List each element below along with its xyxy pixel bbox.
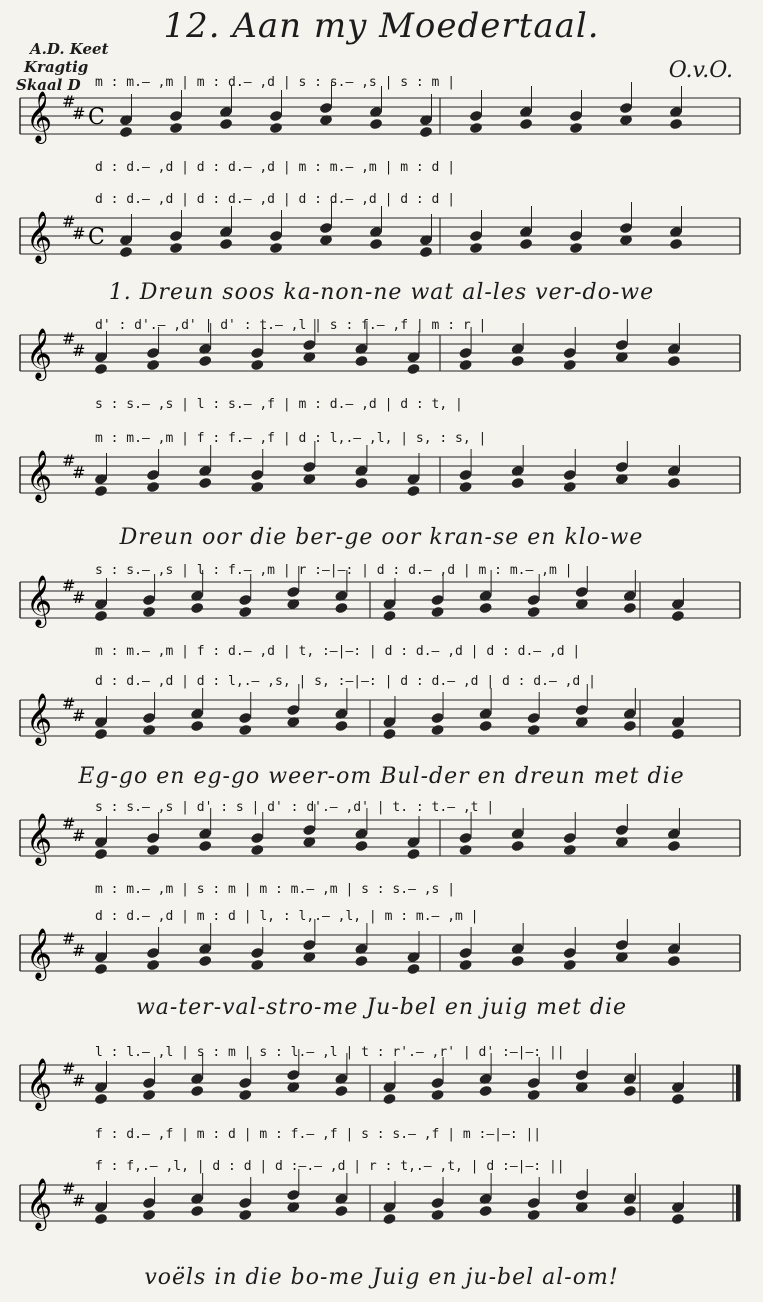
solfa-alto-line: m : m.— ,m | f : d.— ,d | t, :—|—: | d : d.— ,d | d : d.— ,d | [95, 644, 581, 659]
note-head [142, 724, 156, 737]
note-head [94, 610, 108, 623]
note-head [563, 359, 577, 372]
sharp-icon: # [62, 814, 76, 833]
page-title: 12. Aan my Moedertaal. [163, 6, 600, 46]
note-head [94, 363, 108, 376]
note-head [94, 1093, 108, 1106]
note-head [198, 355, 212, 368]
note-head [238, 724, 252, 737]
arranger-name: O.v.O. [668, 58, 733, 83]
lyric-line: Eg-go en eg-go weer-om Bul-der en dreun met die [78, 764, 685, 789]
treble-clef-icon: 𝄞 [26, 693, 53, 744]
treble-clef-icon: 𝄞 [26, 1178, 53, 1229]
note-head [354, 955, 368, 968]
composer-name: A.D. Keet [30, 40, 109, 58]
note-head [669, 118, 683, 131]
sharp-icon: # [62, 92, 76, 111]
note-head [382, 1213, 396, 1226]
note-head [142, 1089, 156, 1102]
note-head [250, 481, 264, 494]
sharp-icon: # [62, 329, 76, 348]
note-head [667, 355, 681, 368]
note-head [419, 246, 433, 259]
note-head [458, 481, 472, 494]
solfa-alto-line: s : s.— ,s | l : s.— ,f | m : d.— ,d | d : t, | [95, 397, 463, 412]
note-head [169, 122, 183, 135]
note-head [198, 477, 212, 490]
common-time-icon: C [88, 225, 105, 250]
lyric-line: Dreun oor die ber-ge oor kran-se en klo-we [119, 525, 644, 550]
sharp-icon: # [72, 341, 86, 360]
note-head [142, 606, 156, 619]
note-head [94, 485, 108, 498]
solfa-bass-line: f : f,.— ,l, | d : d | d :—.— ,d | r : t,.— ,t, | d :—|—: || [95, 1159, 565, 1174]
note-head [671, 1093, 685, 1106]
note-head [382, 728, 396, 741]
solfa-bass-line: m : m.— ,m | f : f.— ,f | d : l,.— ,l, | s, : s, | [95, 431, 487, 446]
note-head [190, 1085, 204, 1098]
note-head [671, 610, 685, 623]
treble-clef-icon: 𝄞 [26, 91, 53, 142]
note-head [519, 238, 533, 251]
solfa-soprano-line: s : s.— ,s | d' : s | d' : d'.— ,d' | t. : t.— ,t | [95, 800, 495, 815]
note-head [238, 606, 252, 619]
sharp-icon: # [72, 826, 86, 845]
note-head [219, 118, 233, 131]
note-head [250, 844, 264, 857]
lyric-line: 1. Dreun soos ka-non-ne wat al-les ver-do-we [108, 280, 655, 305]
note-head [334, 720, 348, 733]
note-head [563, 959, 577, 972]
note-head [458, 844, 472, 857]
treble-clef-icon: 𝄞 [26, 575, 53, 626]
sharp-icon: # [62, 694, 76, 713]
solfa-soprano-line: m : m.— ,m | m : d.— ,d | s : s.— ,s | s : m | [95, 75, 456, 90]
solfa-bass-line: d : d.— ,d | d : l,.— ,s, | s, :—|—: | d : d.— ,d | d : d.— ,d | [95, 674, 596, 689]
sharp-icon: # [62, 576, 76, 595]
solfa-alto-line: m : m.— ,m | s : m | m : m.— ,m | s : s.— ,s | [95, 882, 456, 897]
note-head [369, 238, 383, 251]
tempo-marking: Kragtig [24, 58, 89, 76]
note-head [119, 126, 133, 139]
note-head [623, 1205, 637, 1218]
note-head [219, 238, 233, 251]
key-marking: Skaal D [16, 76, 81, 94]
note-head [527, 606, 541, 619]
note-head [190, 720, 204, 733]
note-head [669, 238, 683, 251]
treble-clef-icon: 𝄞 [26, 450, 53, 501]
note-head [250, 359, 264, 372]
note-head [334, 1085, 348, 1098]
note-head [94, 1213, 108, 1226]
sharp-icon: # [62, 1179, 76, 1198]
lyric-line: voëls in die bo-me Juig en ju-bel al-om! [144, 1265, 619, 1290]
note-head [458, 359, 472, 372]
note-head [510, 477, 524, 490]
note-head [198, 840, 212, 853]
note-head [190, 1205, 204, 1218]
sharp-icon: # [72, 941, 86, 960]
note-head [458, 959, 472, 972]
note-head [569, 122, 583, 135]
solfa-soprano-line: s : s.— ,s | l : f.— ,m | r :—|—: | d : d.— ,d | m : m.— ,m | [95, 563, 573, 578]
sharp-icon: # [72, 104, 86, 123]
note-head [671, 728, 685, 741]
sharp-icon: # [62, 929, 76, 948]
sharp-icon: # [72, 224, 86, 243]
note-head [510, 355, 524, 368]
note-head [382, 610, 396, 623]
note-head [354, 355, 368, 368]
sharp-icon: # [72, 1191, 86, 1210]
sharp-icon: # [72, 588, 86, 607]
solfa-bass-line: d : d.— ,d | m : d | l, : l,.— ,l, | m : m.— ,m | [95, 909, 479, 924]
note-head [94, 963, 108, 976]
note-head [527, 724, 541, 737]
note-head [478, 602, 492, 615]
sharp-icon: # [72, 706, 86, 725]
note-head [563, 844, 577, 857]
note-head [146, 359, 160, 372]
note-head [563, 481, 577, 494]
note-head [527, 1209, 541, 1222]
note-head [478, 1085, 492, 1098]
note-head [142, 1209, 156, 1222]
note-head [623, 602, 637, 615]
treble-clef-icon: 𝄞 [26, 928, 53, 979]
note-head [354, 477, 368, 490]
note-head [334, 602, 348, 615]
note-head [406, 485, 420, 498]
note-head [510, 955, 524, 968]
note-head [623, 720, 637, 733]
note-head [382, 1093, 396, 1106]
note-head [250, 959, 264, 972]
sharp-icon: # [72, 1071, 86, 1090]
treble-clef-icon: 𝄞 [26, 328, 53, 379]
note-head [667, 477, 681, 490]
note-head [430, 606, 444, 619]
solfa-soprano-line: d' : d'.— ,d' | d' : t.— ,l | s : f.— ,f | m : r | [95, 318, 487, 333]
note-head [519, 118, 533, 131]
note-head [527, 1089, 541, 1102]
treble-clef-icon: 𝄞 [26, 1058, 53, 1109]
note-head [269, 122, 283, 135]
note-head [406, 963, 420, 976]
note-head [369, 118, 383, 131]
note-head [146, 481, 160, 494]
solfa-alto-line: f : d.— ,f | m : d | m : f.— ,f | s : s.— ,f | m :—|—: || [95, 1127, 542, 1142]
note-head [671, 1213, 685, 1226]
note-head [406, 848, 420, 861]
sharp-icon: # [62, 212, 76, 231]
note-head [667, 955, 681, 968]
note-head [478, 720, 492, 733]
note-head [469, 122, 483, 135]
lyric-line: wa-ter-val-stro-me Ju-bel en juig met die [135, 995, 628, 1020]
solfa-soprano-line: l : l.— ,l | s : m | s : l.— ,l | t : r'.— ,r' | d' :—|—: || [95, 1045, 565, 1060]
sharp-icon: # [62, 1059, 76, 1078]
note-head [430, 1209, 444, 1222]
note-head [667, 840, 681, 853]
common-time-icon: C [88, 105, 105, 130]
solfa-bass-line: d : d.— ,d | d : d.— ,d | d : d.— ,d | d : d | [95, 192, 456, 207]
note-head [478, 1205, 492, 1218]
note-head [119, 246, 133, 259]
note-head [354, 840, 368, 853]
note-head [238, 1209, 252, 1222]
treble-clef-icon: 𝄞 [26, 813, 53, 864]
note-head [94, 848, 108, 861]
solfa-alto-line: d : d.— ,d | d : d.— ,d | m : m.— ,m | m : d | [95, 160, 456, 175]
note-head [419, 126, 433, 139]
note-head [469, 242, 483, 255]
note-head [569, 242, 583, 255]
note-head [269, 242, 283, 255]
sharp-icon: # [62, 451, 76, 470]
note-head [190, 602, 204, 615]
treble-clef-icon: 𝄞 [26, 211, 53, 262]
sharp-icon: # [72, 463, 86, 482]
note-head [94, 728, 108, 741]
note-head [430, 724, 444, 737]
note-head [334, 1205, 348, 1218]
note-head [198, 955, 212, 968]
note-head [238, 1089, 252, 1102]
note-head [146, 959, 160, 972]
note-head [406, 363, 420, 376]
note-head [623, 1085, 637, 1098]
note-head [510, 840, 524, 853]
note-head [146, 844, 160, 857]
note-head [169, 242, 183, 255]
note-head [430, 1089, 444, 1102]
